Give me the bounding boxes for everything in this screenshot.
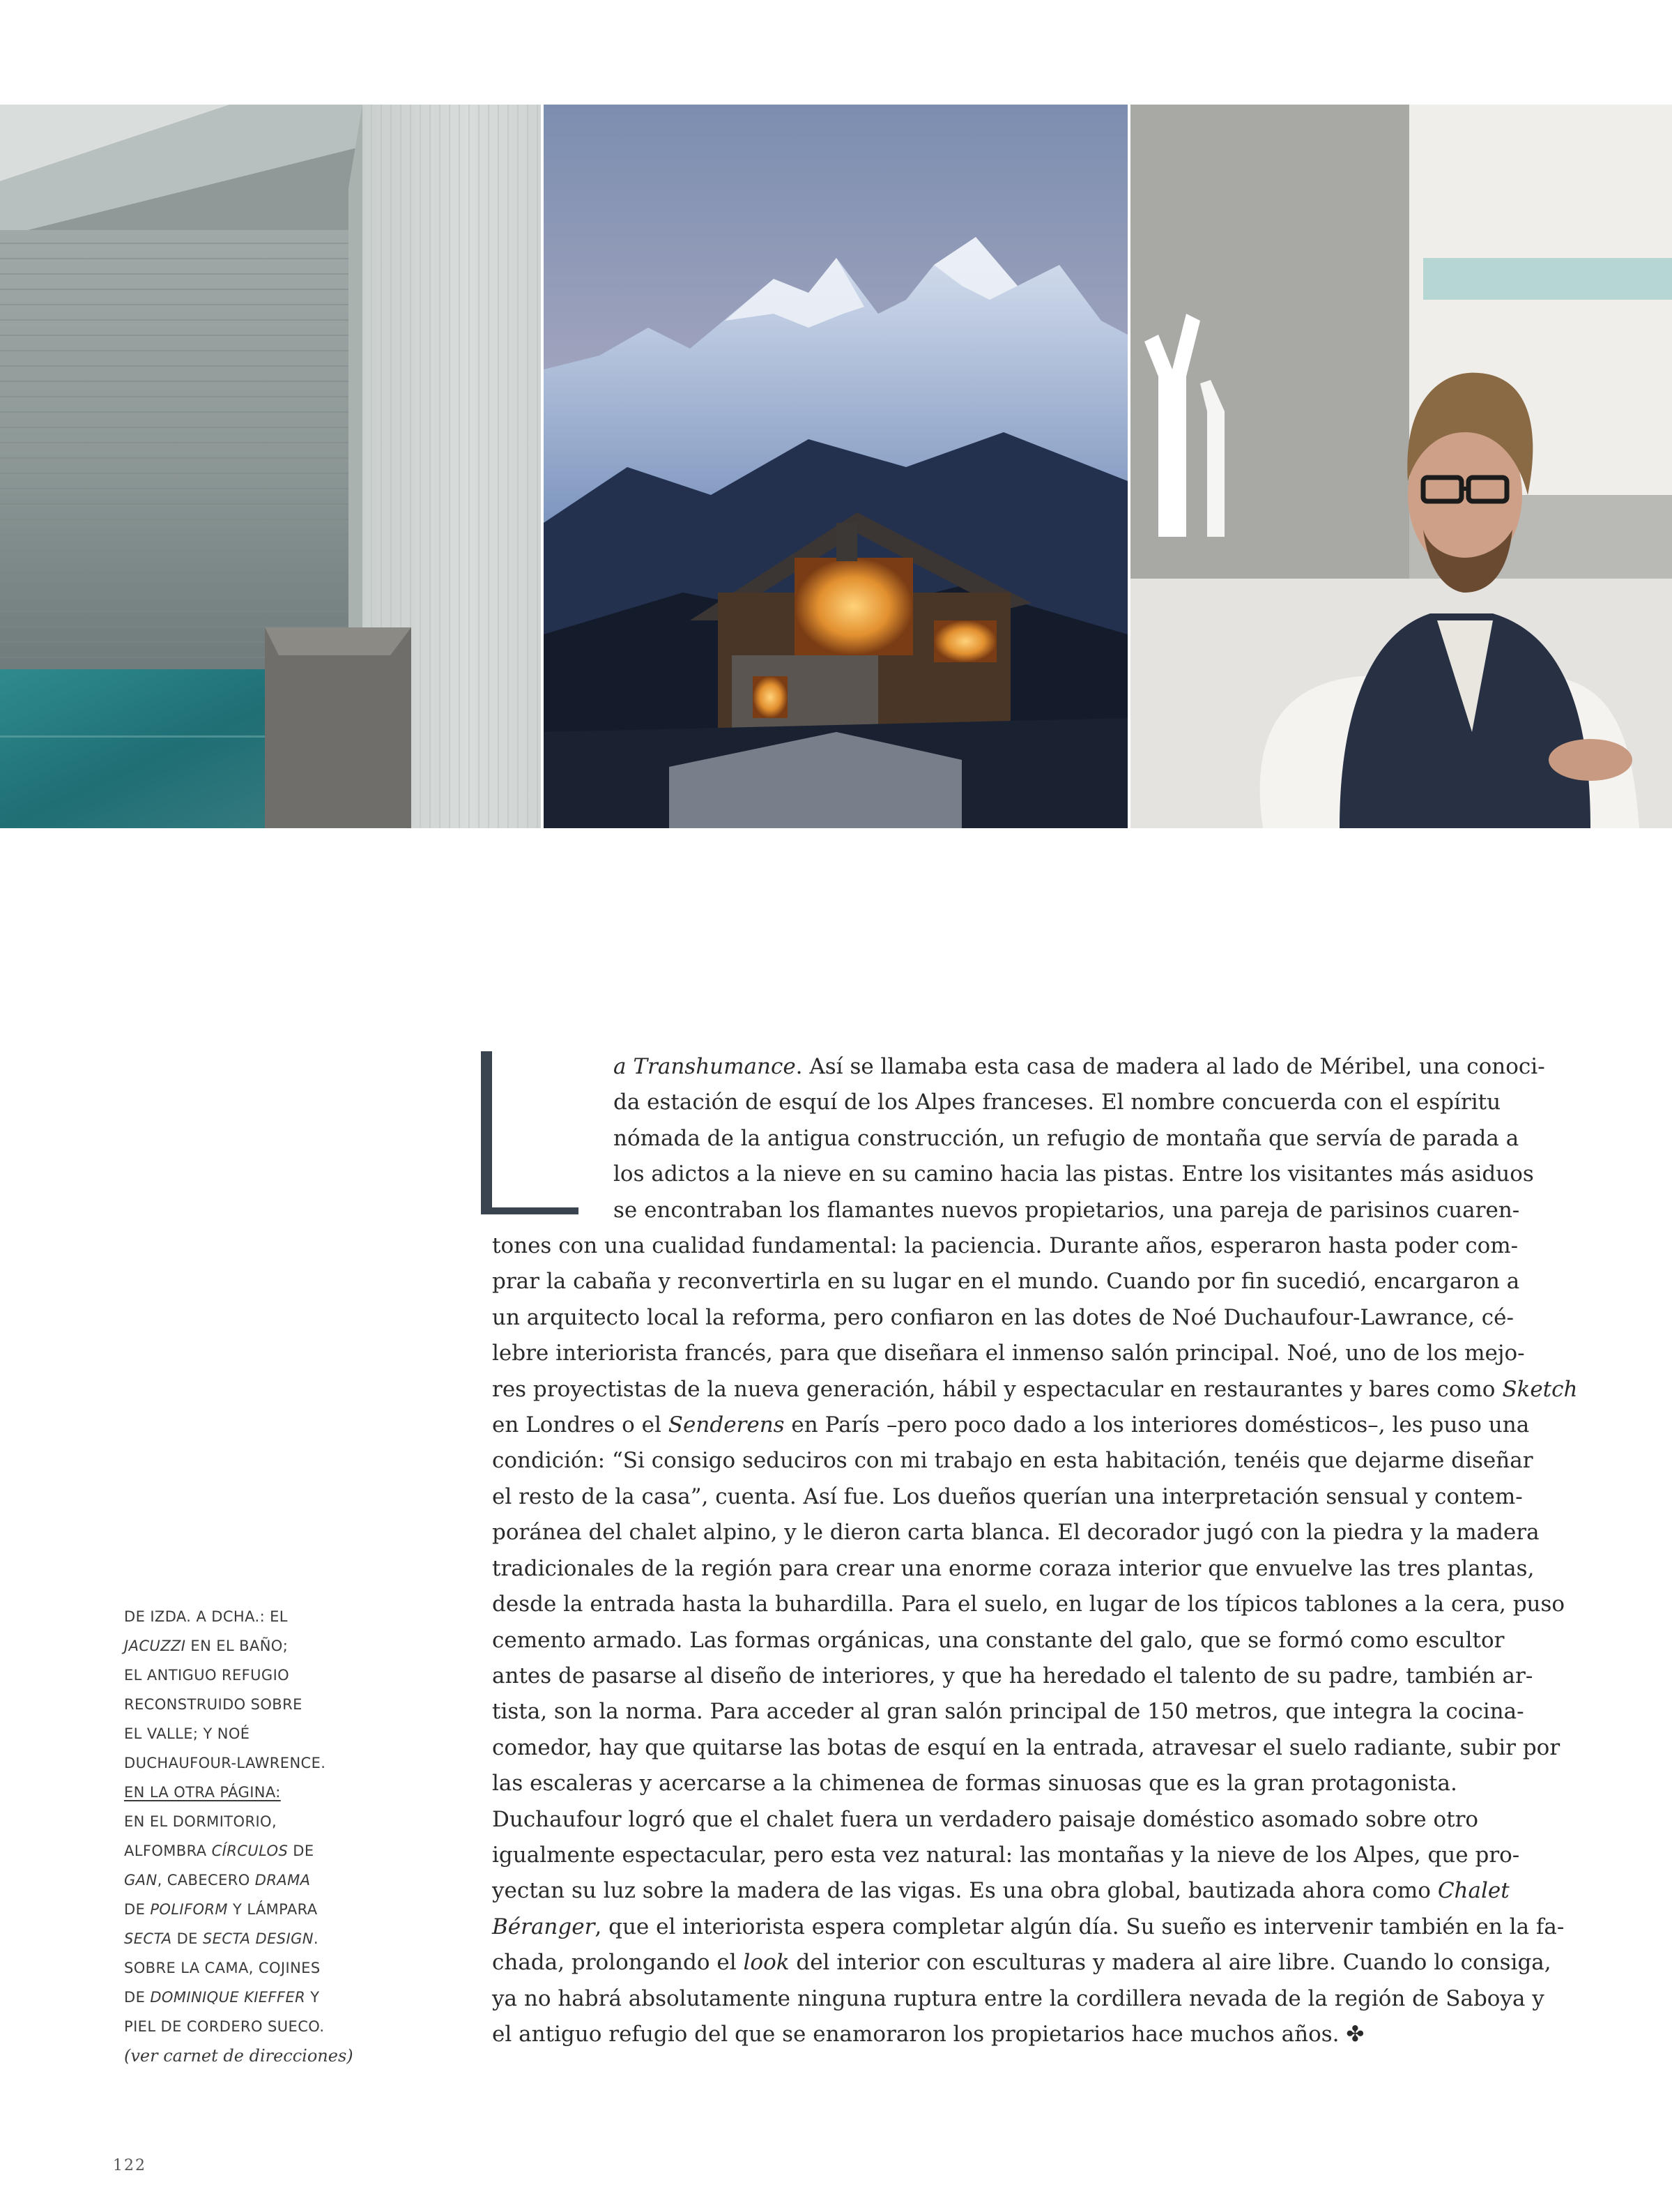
caption-line: GAN, CABECERO DRAMA	[124, 1872, 311, 1889]
article-line: tones con una cualidad fundamental: la paciencia. Durante años, esperaron hasta poder com-	[492, 1233, 1519, 1259]
article-line: yectan su luz sobre la madera de las vigas. Es una obra global, bautizada ahora como Chalet	[492, 1878, 1510, 1904]
article-line: las escaleras y acercarse a la chimenea de formas sinuosas que es la gran protagonista.	[492, 1771, 1457, 1797]
article-line: tradicionales de la región para crear una enorme coraza interior que envuelve las tres plantas,	[492, 1555, 1535, 1581]
article-line: se encontraban los flamantes nuevos propietarios, una pareja de parisinos cuaren-	[613, 1197, 1520, 1223]
caption-line: DE IZDA. A DCHA.: EL	[124, 1608, 288, 1625]
caption-line: EN LA OTRA PÁGINA:	[124, 1784, 281, 1801]
article-line: antes de pasarse al diseño de interiores, y que ha heredado el talento de su padre, también ar-	[492, 1663, 1533, 1688]
photo-portrait	[1130, 105, 1672, 828]
caption-line: RECONSTRUIDO SOBRE	[124, 1696, 302, 1713]
caption-line: SOBRE LA CAMA, COJINES	[124, 1960, 321, 1976]
article-line: comedor, hay que quitarse las botas de esquí en la entrada, atravesar el suelo radiante, subir por	[492, 1734, 1560, 1760]
caption-line: ALFOMBRA CÍRCULOS DE	[124, 1843, 314, 1859]
article-line: a Transhumance. Así se llamaba esta casa de madera al lado de Méribel, una conoci-	[613, 1054, 1545, 1079]
article-line: cemento armado. Las formas orgánicas, una constante del galo, que se formó como escultor	[492, 1627, 1505, 1653]
caption-reference: (ver carnet de direcciones)	[124, 2046, 353, 2066]
article-line: en Londres o el Senderens en París –pero poco dado a los interiores domésticos–, les puso una	[492, 1412, 1530, 1438]
article-line: chada, prolongando el look del interior con esculturas y madera al aire libre. Cuando lo consiga,	[492, 1950, 1551, 1976]
article-line: Duchaufour logró que el chalet fuera un verdadero paisaje doméstico asomado sobre otro	[492, 1806, 1479, 1832]
article-line: nómada de la antigua construcción, un refugio de montaña que servía de parada a	[613, 1125, 1519, 1151]
article-line: un arquitecto local la reforma, pero confiaron en las dotes de Noé Duchaufour-Lawrance, cé-	[492, 1304, 1514, 1330]
end-mark-icon: ✤	[1346, 2021, 1365, 2047]
article-line: los adictos a la nieve en su camino hacia las pistas. Entre los visitantes más asiduos	[613, 1161, 1534, 1187]
page-number: 122	[113, 2157, 146, 2174]
article-line: el antiguo refugio del que se enamoraron los propietarios hace muchos años. ✤	[492, 2021, 1365, 2047]
caption-line: PIEL DE CORDERO SUECO.	[124, 2018, 325, 2035]
photo-caption	[124, 1602, 382, 2070]
caption-line: EL VALLE; Y NOÉ	[124, 1725, 250, 1742]
article-line: tista, son la norma. Para acceder al gran salón principal de 150 metros, que integra la cocina-	[492, 1699, 1524, 1725]
article-line: lebre interiorista francés, para que diseñara el inmenso salón principal. Noé, uno de los mejo-	[492, 1341, 1525, 1366]
article-line: condición: “Si consigo seduciros con mi trabajo en esta habitación, tenéis que dejarme diseñar	[492, 1448, 1533, 1474]
article-line: desde la entrada hasta la buhardilla. Para el suelo, en lugar de los típicos tablones a la cera, puso	[492, 1592, 1565, 1617]
article-line: da estación de esquí de los Alpes franceses. El nombre concuerda con el espíritu	[613, 1090, 1501, 1115]
caption-line: SECTA DE SECTA DESIGN.	[124, 1930, 319, 1947]
photo-pool	[0, 105, 541, 828]
caption-line: JACUZZI EN EL BAÑO;	[124, 1638, 289, 1654]
article-line: igualmente espectacular, pero esta vez natural: las montañas y la nieve de los Alpes, que pro-	[492, 1842, 1520, 1868]
article-line: prar la cabaña y reconvertirla en su lugar en el mundo. Cuando por fin sucedió, encargaron a	[492, 1269, 1520, 1295]
caption-line: EN EL DORMITORIO,	[124, 1813, 277, 1830]
article-line: el resto de la casa”, cuenta. Así fue. Los dueños querían una interpretación sensual y contem-	[492, 1483, 1523, 1509]
caption-line: EL ANTIGUO REFUGIO	[124, 1667, 290, 1684]
article-line: poránea del chalet alpino, y le dieron carta blanca. El decorador jugó con la piedra y la madera	[492, 1520, 1540, 1546]
article-body	[492, 1049, 1578, 2052]
caption-line: DE POLIFORM Y LÁMPARA	[124, 1901, 318, 1918]
caption-line: DUCHAUFOUR-LAWRENCE.	[124, 1755, 326, 1771]
caption-line: DE DOMINIQUE KIEFFER Y	[124, 1989, 320, 2006]
article-line: res proyectistas de la nueva generación, hábil y espectacular en restaurantes y bares como Sketch	[492, 1376, 1578, 1402]
article-line: ya no habrá absolutamente ninguna ruptura entre la cordillera nevada de la región de Saboya y	[492, 1985, 1544, 2011]
article-line: Béranger, que el interiorista espera completar algún día. Su sueño es intervenir también en la fa-	[492, 1914, 1565, 1939]
photo-chalet	[544, 105, 1128, 828]
